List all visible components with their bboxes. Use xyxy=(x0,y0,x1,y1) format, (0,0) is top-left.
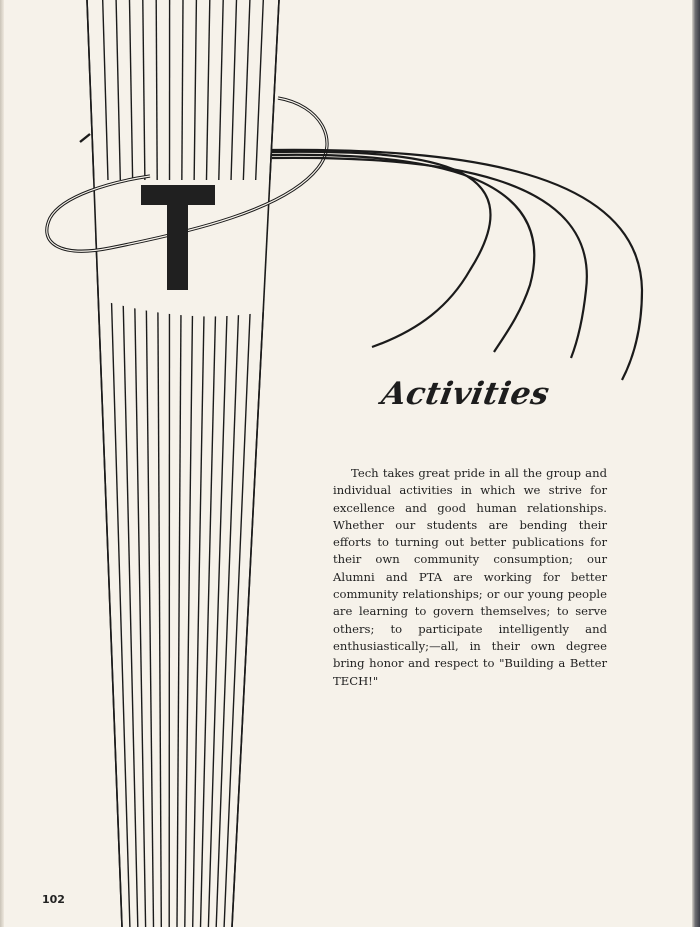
intro-paragraph: Tech takes great pride in all the group and individual activities in which we strive for excellence and good human relationships. Whether our students are bending their efforts to turning out better publications for their own community consumption; our Alumni and PTA are working for better community relationships; or our young people are learning to govern themselves; to serve others; to participate intelligently and enthusiastically;—all, in their own degree bring honor and respect to "Building a Better TECH!" xyxy=(333,466,607,688)
tower-stripe xyxy=(143,0,154,927)
page-number: 102 xyxy=(42,893,65,906)
tower-stripe xyxy=(216,0,250,927)
tower-stripe xyxy=(224,0,263,927)
tower-stripe xyxy=(116,0,138,927)
tower-stripe xyxy=(130,0,146,927)
tower-stripe xyxy=(208,0,236,927)
trajectory-lines xyxy=(272,150,642,380)
tower-stripe xyxy=(156,0,161,927)
page-heading: Activities xyxy=(378,376,553,412)
tower-stripe xyxy=(201,0,224,927)
tower-stripe xyxy=(177,0,183,927)
